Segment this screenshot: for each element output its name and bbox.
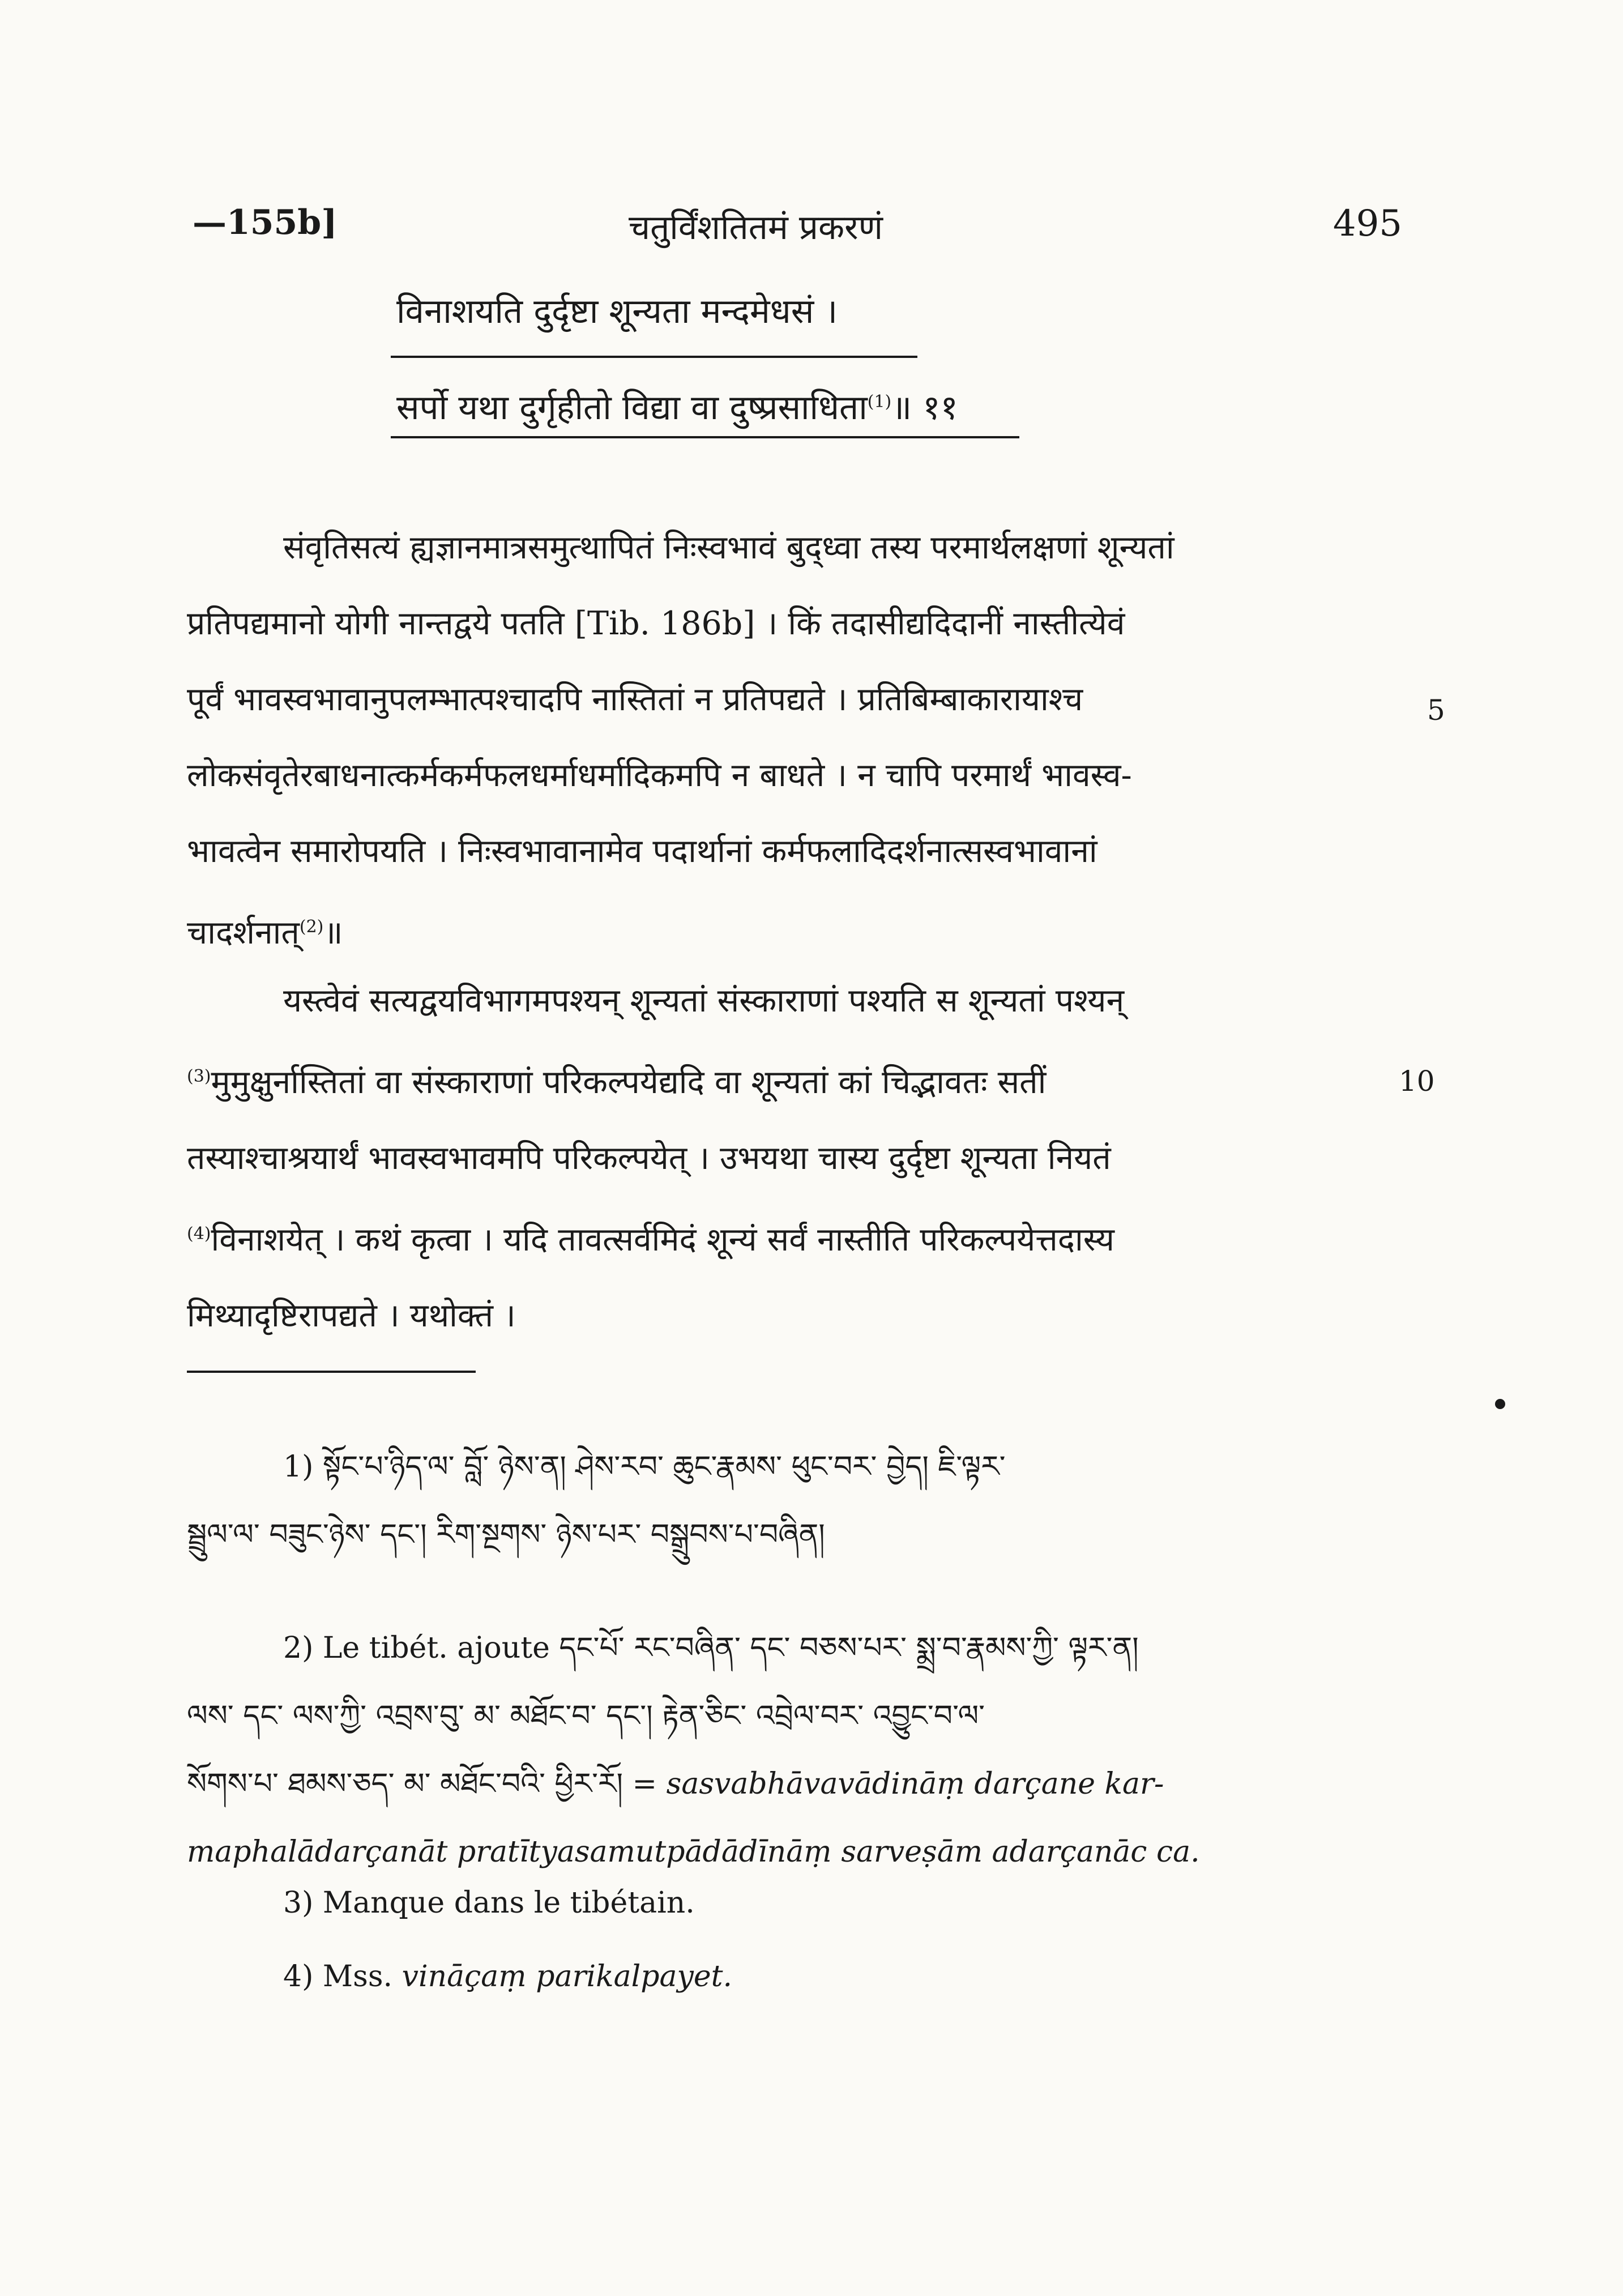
commentary-line: भावत्वेन समारोपयति । निःस्वभावानामेव पदार्थानां कर्मफलादिदर्शनात्सस्वभावानां	[187, 833, 1097, 870]
footnote-text: 3) Manque dans le tibétain.	[283, 1886, 695, 1920]
commentary-paragraph-1	[187, 510, 1421, 971]
paragraph-end-mark: ॥	[323, 914, 343, 951]
commentary-line	[187, 1039, 1421, 1120]
verse-underline-2	[391, 436, 1019, 438]
tibetan-text: ལས་ དང་ ལས་ཀྱི་ འབྲས་བུ་ མ་ མཐོང་བ་ དང་། རྟེན་ཅིང་ འབྲེལ་བར་ འབྱུང་བ་ལ་	[187, 1699, 985, 1733]
sanskrit-transliteration: maphalādarçanāt pratītyasamutpādādīnāṃ sarveṣām adarçanāc ca.	[187, 1835, 1200, 1869]
footnote-4	[187, 1943, 1433, 2011]
verse-line-2-text: सर्पो यथा दुर्गृहीतो विद्या वा दुष्प्रसाधिता	[396, 388, 868, 428]
commentary-line: लोकसंवृतेरबाधनात्कर्मकर्मफलधर्माधर्मादिकमपि न बाधते । न चापि परमार्थं भावस्व-	[187, 757, 1132, 794]
commentary-line	[187, 1196, 1421, 1278]
tibetan-text: སྟོང་པ་ཉིད་ལ་ བློ་ ཉེས་ན། ཤེས་རབ་ ཆུང་རྣམས་ ཕུང་བར་ བྱེད། ཇི་ལྟར་	[322, 1450, 1006, 1484]
footnote-ref-4: (4)	[187, 1224, 211, 1244]
commentary-line: तस्याश्चाश्रयार्थं भावस्वभावमपि परिकल्पयेत् । उभयथा चास्य दुर्दृष्टा शून्यता नियतं	[187, 1140, 1111, 1177]
running-head-title: चतुर्विंशतितमं प्रकरणं	[629, 208, 883, 247]
footnote-prefix: 2) Le tibét. ajoute	[283, 1631, 550, 1665]
footnote-line	[187, 1750, 1433, 1818]
verse-underline-1	[391, 356, 917, 358]
tibetan-text: སོགས་པ་ ཐམས་ཅད་ མ་ མཐོང་བའི་ ཕྱིར་རོ།	[187, 1767, 623, 1801]
commentary-line-text: विनाशयेत् । कथं कृत्वा । यदि तावत्सर्वमिदं शून्यं सर्वं नास्तीति परिकल्पयेत्तदास्य	[211, 1221, 1114, 1258]
commentary-line: मिथ्यादृष्टिरापद्यते । यथोक्तं ।	[187, 1297, 516, 1334]
footnote-ref-1: (1)	[867, 392, 892, 412]
ink-speck	[1495, 1399, 1505, 1409]
footnote-line	[187, 1614, 1433, 1682]
commentary-line-text: चादर्शनात्	[187, 914, 300, 951]
footnote-line	[187, 1943, 1433, 2011]
footnote-2	[187, 1614, 1433, 1886]
footnote-number: 1)	[283, 1450, 314, 1484]
running-head-folio-ref: —155b]	[193, 203, 338, 242]
tibetan-text: སྦྲུལ་ལ་ བཟུང་ཉེས་ དང་། རིག་སྔགས་ ཉེས་པར་ བསྒྲུབས་པ་བཞིན།	[187, 1518, 825, 1552]
commentary-line: पूर्वं भावस्वभावानुपलम्भात्पश्चादपि नास्तितां न प्रतिपद्यते । प्रतिबिम्बाकारायाश्च	[187, 681, 1083, 718]
manuscript-reading: vināçaṃ parikalpayet.	[402, 1960, 733, 1994]
verse-line-1: विनाशयति दुर्दृष्टा शून्यता मन्दमेधसं ।	[396, 292, 838, 331]
line-number-10: 10	[1399, 1065, 1435, 1098]
verse-line-2	[396, 388, 958, 428]
footnote-3	[187, 1869, 1433, 1937]
footnote-line	[187, 1433, 1433, 1501]
sanskrit-transliteration: sasvabhāvavādināṃ darçane kar-	[666, 1767, 1164, 1801]
equals-sign: =	[632, 1767, 657, 1801]
commentary-line: संवृतिसत्यं ह्यज्ञानमात्रसमुत्थापितं निःस्वभावं बुद्ध्वा तस्य परमार्थलक्षणां शून्यतां	[283, 529, 1174, 566]
footnote-1	[187, 1433, 1433, 1569]
commentary-line: यस्त्वेवं सत्यद्वयविभागमपश्यन् शून्यतां संस्काराणां पश्यति स शून्यतां पश्यन्	[283, 982, 1125, 1019]
footnote-separator	[187, 1371, 476, 1373]
commentary-line	[187, 889, 1421, 971]
commentary-line-text: मुमुक्षुर्नास्तितां वा संस्काराणां परिकल्पयेद्यदि वा शून्यतां कां चिद्भावतः सतीं	[211, 1064, 1047, 1101]
page-number: 495	[1332, 203, 1402, 245]
footnote-ref-2: (2)	[299, 917, 324, 937]
footnote-prefix: 4) Mss.	[283, 1960, 393, 1994]
commentary-paragraph-2	[187, 963, 1421, 1354]
footnote-ref-3: (3)	[187, 1066, 211, 1086]
verse-number: ॥ ११	[891, 388, 958, 428]
commentary-line: प्रतिपद्यमानो योगी नान्तद्वये पतति [Tib. 186b] । किं तदासीद्यदिदानीं नास्तीत्येवं	[187, 605, 1125, 642]
tibetan-text: དང་པོ་ རང་བཞིན་ དང་ བཅས་པར་ སྨྲ་བ་རྣམས་ཀྱི་ ལྟར་ན།	[559, 1631, 1139, 1665]
line-number-5: 5	[1427, 694, 1445, 727]
